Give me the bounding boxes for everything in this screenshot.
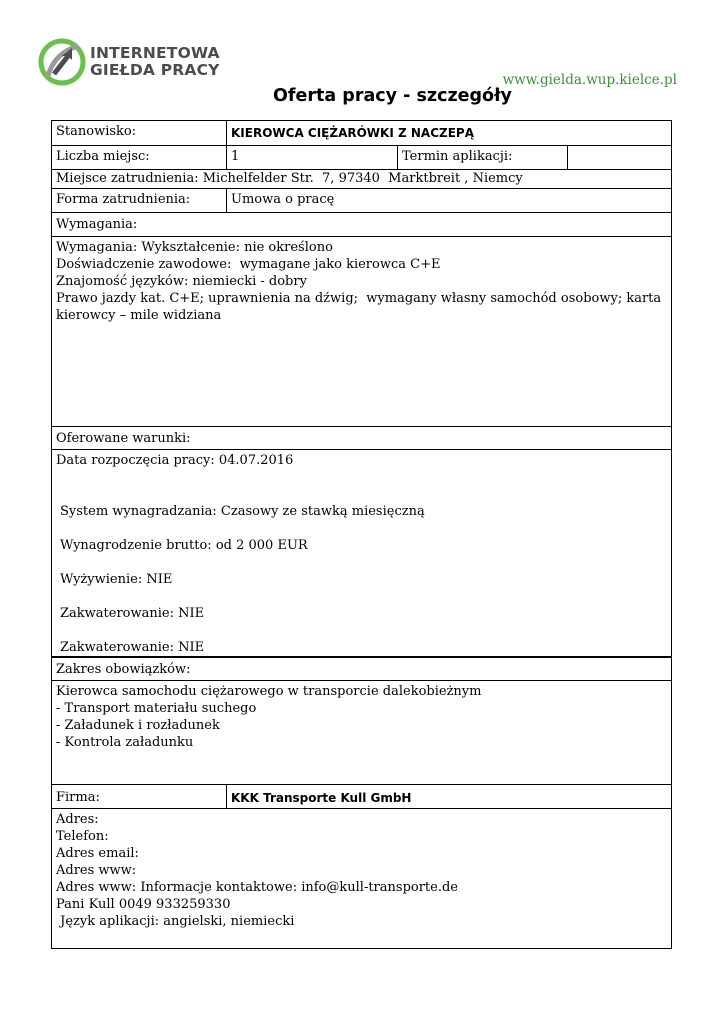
termin-value [567,146,671,169]
wymagania-line: Znajomość języków: niemiecki - dobry [56,274,307,289]
zakres-block [52,680,671,784]
row-zakres-label [52,657,671,680]
forma-label: Forma zatrudnienia: [56,192,191,207]
warunki-line: Zakwaterowanie: NIE [60,606,205,621]
logo-line-2: GIEŁDA PRACY [90,61,220,79]
row-wymagania-label [52,212,671,236]
row-stanowisko [52,121,671,145]
logo-globe-icon [38,38,88,88]
zakres-label: Zakres obowiązków: [56,662,191,677]
zakres-line: - Kontrola załadunku [56,735,194,750]
zakres-line: - Załadunek i rozładunek [56,718,220,733]
warunki-block [52,449,671,657]
stanowisko-label: Stanowisko: [56,124,137,139]
wymagania-line: Doświadczenie zawodowe: wymagane jako kierowca C+E [56,257,441,272]
logo [38,38,228,88]
kontakt-line: Adres email: [56,846,139,861]
row-warunki-label [52,426,671,449]
wymagania-line: kierowcy – mile widziana [56,308,222,323]
miejsce-zatrudnienia: Miejsce zatrudnienia: Michelfelder Str. 7, 97340 Marktbreit , Niemcy [56,171,523,186]
warunki-line: System wynagradzania: Czasowy ze stawką miesięczną [60,504,425,519]
site-url[interactable]: www.gielda.wup.kielce.pl [502,72,677,88]
termin-label: Termin aplikacji: [397,146,567,169]
logo-line-1: INTERNETOWA [90,44,220,62]
warunki-line: Zakwaterowanie: NIE [60,640,205,655]
kontakt-line: Adres: [56,812,99,827]
liczba-label: Liczba miejsc: [56,149,150,164]
zakres-line: Kierowca samochodu ciężarowego w transporcie dalekobieżnym [56,684,482,699]
wymagania-block [52,236,671,426]
stanowisko-value: KIEROWCA CIĘŻARÓWKI Z NACZEPĄ [226,121,671,145]
kontakt-line: Telefon: [56,829,109,844]
kontakt-block [52,808,671,948]
row-liczba [52,145,671,169]
forma-value: Umowa o pracę [226,189,671,212]
kontakt-line: Adres www: [56,863,137,878]
kontakt-line: Pani Kull 0049 933259330 [56,897,231,912]
zakres-line: - Transport materiału suchego [56,701,257,716]
offer-table [51,120,672,949]
page-title: Oferta pracy - szczegóły [273,86,512,106]
wymagania-label: Wymagania: [56,217,138,232]
row-firma [52,784,671,808]
row-forma [52,188,671,212]
warunki-line: Wynagrodzenie brutto: od 2 000 EUR [60,538,308,553]
kontakt-line: Adres www: Informacje kontaktowe: info@kull-transporte.de [56,880,458,895]
warunki-line: Wyżywienie: NIE [60,572,173,587]
row-miejsce [52,169,671,188]
warunki-line: Data rozpoczęcia pracy: 04.07.2016 [56,453,294,468]
kontakt-line: Język aplikacji: angielski, niemiecki [56,914,295,929]
firma-value: KKK Transporte Kull GmbH [226,785,671,808]
liczba-value: 1 [226,146,397,169]
wymagania-line: Wymagania: Wykształcenie: nie określono [56,240,333,255]
firma-label: Firma: [56,790,100,805]
warunki-label: Oferowane warunki: [56,431,191,446]
wymagania-line: Prawo jazdy kat. C+E; uprawnienia na dźwig; wymagany własny samochód osobowy; karta [56,291,662,306]
